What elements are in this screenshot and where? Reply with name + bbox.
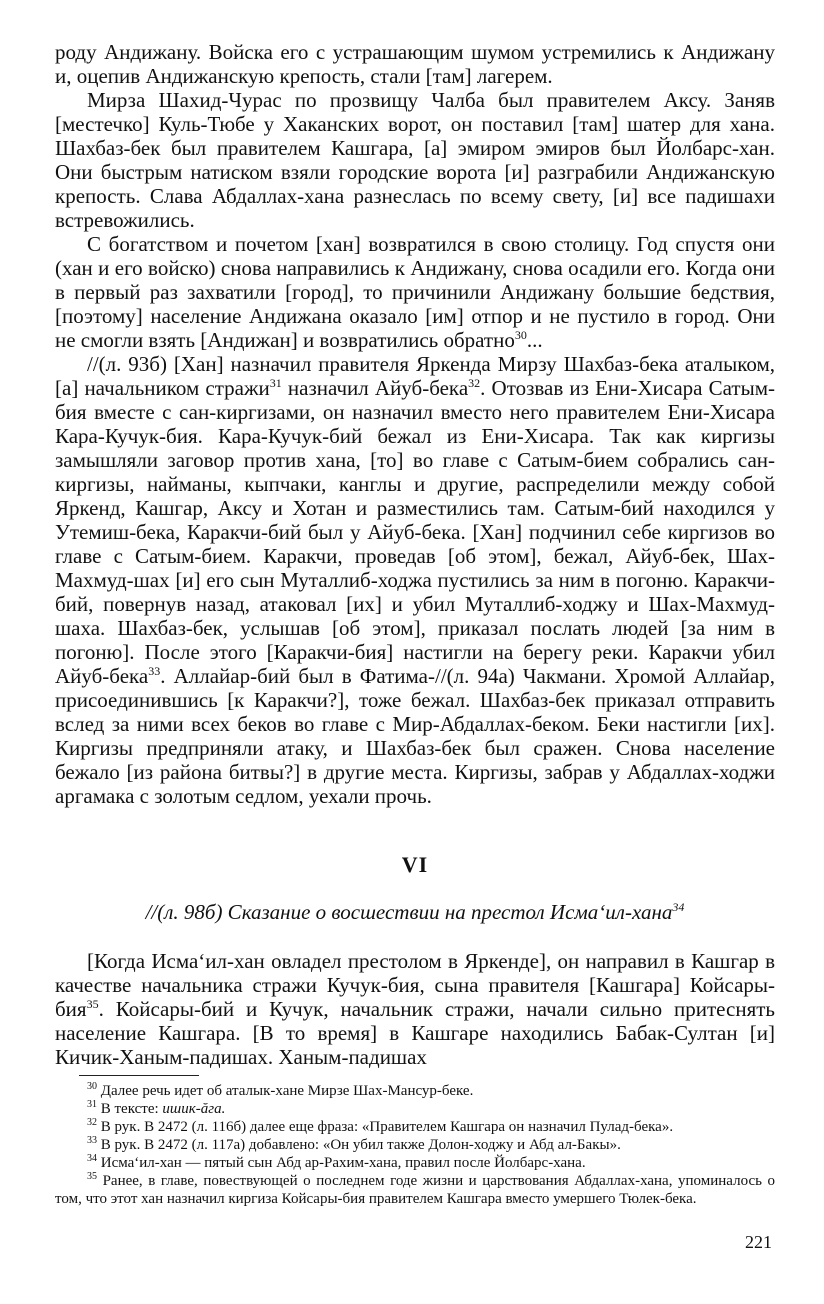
footnotes [55, 1082, 775, 1208]
footnote-32: $^{32}$ В рук. В 2472 (л. 116б) далее еще фраза: «Правителем Кашгара он назначил Пулад-бека». [87, 1117, 674, 1135]
chapter-paragraph: [Когда Исма‘ил-хан овладел престолом в Яркенде], он направил в Кашгар в качестве начальника стражи Кучук-бия, сына правителя [Кашгара] Койсары-бия$^{35}$. Койсары-бий и Кучук, начальник стражи, начали сильно притеснять население Кашгара. [В то время] в Кашгаре находились Бабак-Султан [и] Кичик-Ханым-падишах. Ханым-падишах [55, 949, 775, 1069]
footnote-34: $^{34}$ Исма‘ил-хан — пятый сын Абд ар-Рахим-хана, правил после Йолбарс-хана. [87, 1153, 586, 1171]
footnote-30: $^{30}$ Далее речь идет об аталык-хане Мирзе Шах-Мансур-беке. [87, 1081, 474, 1099]
footnote-35: $^{35}$ Ранее, в главе, повествующей о последнем годе жизни и царствования Абдаллах-хана, упоминалось о том, что этот хан назначил киргиза Койсары-бия правителем Кашгара вместо умершего Тюлек-бека. [55, 1171, 775, 1207]
paragraph-2: Мирза Шахид-Чурас по прозвищу Чалба был правителем Аксу. Заняв [местечко] Куль-Тюбе у Хаканских ворот, он поставил [там] шатер для хана. Шахбаз-бек был правителем Кашгара, [а] эмиром эмиров был Йолбарс-хан. Они быстрым натиском взяли городские ворота [и] разграбили Андижанскую крепость. Слава Абдаллах-хана разнеслась по всему свету, [и] все падишахи встревожились. [55, 88, 775, 232]
footnote-divider [79, 1075, 199, 1076]
footnote-ref-35[interactable]: 35 [86, 997, 99, 1011]
footnote-ref-31[interactable]: 31 [269, 376, 282, 390]
page-number: 221 [745, 1232, 772, 1252]
footnote-ref-33[interactable]: 33 [148, 664, 161, 678]
footnote-31: $^{31}$ В тексте: ишик-ăга. [87, 1099, 226, 1117]
footnote-ref-32[interactable]: 32 [468, 376, 481, 390]
paragraph-4: //(л. 93б) [Хан] назначил правителя Яркенда Мирзу Шахбаз-бека аталыком, [а] начальником стражи$^{31}$ назначил Айуб-бека$^{32}$. Отозвав из Ени-Хисара Сатым-бия вместе с сан-киргизами, он назначил вместо него правителем Ени-Хисара Кара-Кучук-бия. Кара-Кучук-бий бежал из Ени-Хисара. Так как киргизы замышляли заговор против хана, [то] во главе с Сатым-бием собрались сан-киргизы, найманы, кыпчаки, канглы и другие, распределили между собой Яркенд, Кашгар, Аксу и Хотан и разместились там. Сатым-бий находился у Утемиш-бека, Каракчи-бий был у Айуб-бека. [Хан] подчинил себе киргизов во главе с Сатым-бием. Каракчи, проведав [об этом], бежал, Айуб-бек, Шах-Махмуд-шах [и] его сын Муталлиб-ходжа пустились за ним в погоню. Каракчи-бий, повернув назад, атаковал [их] и убил Муталлиб-ходжу и Шах-Махмуд-шаха. Шахбаз-бек, услышав [об этом], приказал послать людей [за ним в погоню]. После этого [Каракчи-бия] настигли на берегу реки. Каракчи убил Айуб-бека$^{33}$. Аллайар-бий был в Фатима-//(л. 94а) Чакмани. Хромой Аллайар, присоединившись [к Каракчи?], тоже бежал. Шахбаз-бек приказал отправить вслед за ними всех беков во главе с Мир-Абдаллах-беком. Беки настигли [их]. Киргизы предприняли атаку, и Шахбаз-бек был сражен. Снова население бежало [из района битвы?] в другие места. Киргизы, забрав у Абдаллах-ходжи аргамака с золотым седлом, уехали прочь. [55, 352, 775, 808]
chapter-subtitle: //(л. 98б) Сказание о восшествии на престол Исма‘ил-хана$^{34}$ [145, 900, 685, 924]
footnote-33: $^{33}$ В рук. В 2472 (л. 117а) добавлено: «Он убил также Долон-ходжу и Абд ал-Бакы». [87, 1135, 621, 1153]
paragraph-1: роду Андижану. Войска его с устрашающим шумом устремились к Андижану и, оцепив Андижанскую крепость, стали [там] лагерем. [55, 40, 775, 88]
chapter-number: VI [401, 852, 429, 877]
page-body [55, 40, 775, 1208]
footnote-ref-34[interactable]: 34 [672, 900, 685, 914]
paragraph-3: С богатством и почетом [хан] возвратился в свою столицу. Год спустя они (хан и его войско) снова направились к Андижану, снова осадили его. Когда они в первый раз захватили [город], то причинили Андижану большие бедствия, [поэтому] население Андижана оказало [им] отпор и не пустило в город. Они не смогли взять [Андижан] и возвратились обратно$^{30}$... [55, 232, 775, 352]
footnote-ref-30[interactable]: 30 [514, 328, 527, 342]
